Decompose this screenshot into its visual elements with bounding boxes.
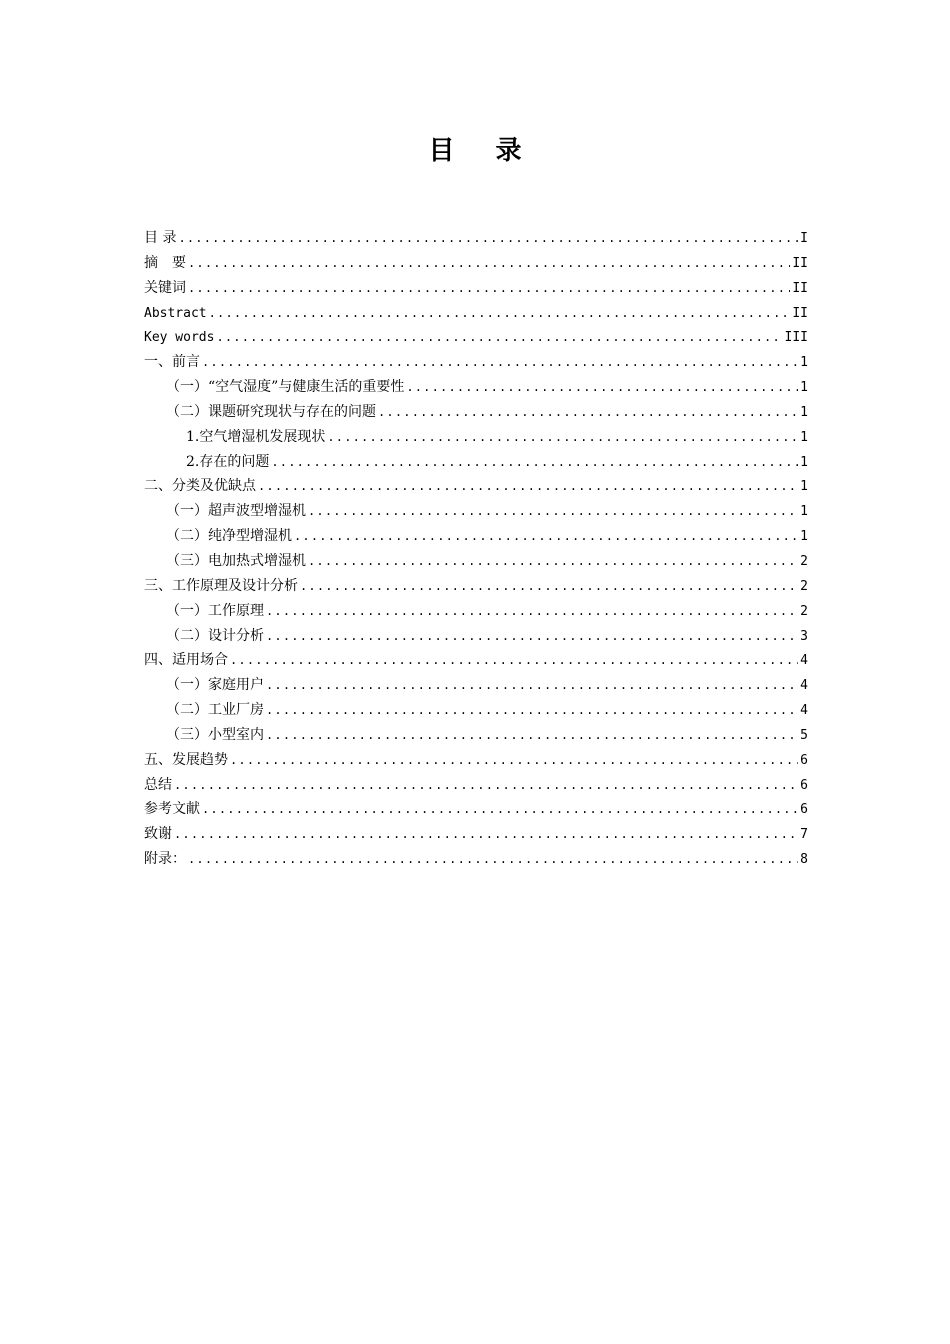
toc-page-number: III xyxy=(784,330,808,346)
toc-entry[interactable] xyxy=(144,276,808,301)
toc-entry[interactable] xyxy=(144,847,808,872)
toc-leader-dots xyxy=(300,574,798,599)
toc-page-number: 6 xyxy=(800,802,808,818)
toc-page-number: 8 xyxy=(800,852,808,868)
toc-page-number: 6 xyxy=(800,752,808,768)
toc-page-number: 1 xyxy=(800,504,808,520)
toc-page-number: I xyxy=(800,231,808,246)
toc-page-number: 1 xyxy=(800,404,808,420)
toc-leader-dots xyxy=(230,748,798,773)
toc-page-number: 1 xyxy=(800,529,808,545)
toc-entry[interactable] xyxy=(144,325,808,350)
toc-leader-dots xyxy=(308,549,798,574)
toc-leader-dots xyxy=(266,624,798,649)
toc-entry-label: （二）工业厂房 xyxy=(166,702,264,719)
toc-entry-label: 四、适用场合 xyxy=(144,652,228,669)
toc-page-number: II xyxy=(792,280,808,296)
toc-leader-dots xyxy=(258,474,798,499)
toc-leader-dots xyxy=(202,350,798,375)
toc-leader-dots xyxy=(266,698,798,723)
toc-leader-dots xyxy=(202,797,798,822)
toc-entry-label: 目 录 xyxy=(144,230,177,246)
toc-leader-dots xyxy=(216,325,782,350)
toc-entry[interactable] xyxy=(144,673,808,698)
toc-page-number: 7 xyxy=(800,827,808,843)
toc-entry[interactable] xyxy=(144,251,808,276)
toc-entry[interactable] xyxy=(144,226,808,251)
toc-page-number: 2 xyxy=(800,603,808,619)
toc-entry-label: 五、发展趋势 xyxy=(144,751,228,768)
toc-entry[interactable] xyxy=(144,301,808,326)
toc-entry-label: 总结 xyxy=(144,776,172,793)
toc-page-number: 1 xyxy=(800,355,808,371)
toc-page-number: 2 xyxy=(800,553,808,569)
toc-entry[interactable] xyxy=(144,624,808,649)
toc-entry[interactable] xyxy=(144,499,808,524)
toc-entry-label: （一）“空气湿度”与健康生活的重要性 xyxy=(166,379,405,396)
toc-leader-dots xyxy=(378,400,798,425)
toc-entry-label: （一）超声波型增湿机 xyxy=(166,503,306,520)
toc-entry-label: （二）设计分析 xyxy=(166,627,264,644)
toc-entry-label: 2.存在的问题 xyxy=(186,453,270,470)
toc-entry-label: 附录： xyxy=(144,851,186,868)
toc-entry[interactable] xyxy=(144,698,808,723)
toc-entry-label: 关键词 xyxy=(144,279,186,296)
toc-entry-label: Key words xyxy=(144,330,215,346)
table-of-contents xyxy=(144,226,808,872)
toc-leader-dots xyxy=(174,822,798,847)
toc-page-number: 1 xyxy=(800,479,808,495)
toc-leader-dots xyxy=(188,847,798,872)
page-title: 目 录 xyxy=(428,136,538,166)
toc-entry-label: 致谢 xyxy=(144,826,172,843)
toc-leader-dots xyxy=(174,773,798,798)
toc-entry-label: （三）小型室内 xyxy=(166,726,264,743)
toc-page-number: 4 xyxy=(800,653,808,669)
toc-entry[interactable] xyxy=(144,797,808,822)
toc-entry[interactable] xyxy=(144,574,808,599)
toc-entry[interactable] xyxy=(144,648,808,673)
toc-page-number: II xyxy=(792,255,808,271)
toc-entry-label: 1.空气增湿机发展现状 xyxy=(186,428,326,445)
toc-leader-dots xyxy=(266,673,798,698)
toc-entry-label: 摘 要 xyxy=(144,254,186,271)
toc-entry-label: （二）课题研究现状与存在的问题 xyxy=(166,403,376,420)
toc-page-number: 5 xyxy=(800,727,808,743)
toc-page-number: 1 xyxy=(800,380,808,396)
toc-page-number: 4 xyxy=(800,703,808,719)
toc-entry[interactable] xyxy=(144,524,808,549)
toc-leader-dots xyxy=(294,524,798,549)
toc-entry-label: （一）家庭用户 xyxy=(166,677,264,694)
toc-entry[interactable] xyxy=(144,549,808,574)
toc-entry[interactable] xyxy=(144,375,808,400)
toc-entry[interactable] xyxy=(144,400,808,425)
toc-page-number: II xyxy=(792,305,808,321)
toc-entry-label: （一）工作原理 xyxy=(166,602,264,619)
toc-leader-dots xyxy=(230,648,798,673)
toc-leader-dots xyxy=(271,450,798,475)
toc-entry-label: （二）纯净型增湿机 xyxy=(166,528,292,545)
toc-entry[interactable] xyxy=(144,773,808,798)
toc-entry[interactable] xyxy=(144,723,808,748)
toc-page-number: 6 xyxy=(800,777,808,793)
toc-entry[interactable] xyxy=(144,425,808,450)
toc-leader-dots xyxy=(209,301,791,326)
toc-entry-label: （三）电加热式增湿机 xyxy=(166,552,306,569)
toc-entry[interactable] xyxy=(144,599,808,624)
toc-page-number: 3 xyxy=(800,628,808,644)
toc-entry[interactable] xyxy=(144,748,808,773)
toc-entry-label: 一、前言 xyxy=(144,354,200,371)
toc-entry[interactable] xyxy=(144,450,808,475)
toc-page-number: 1 xyxy=(800,429,808,445)
toc-page-number: 1 xyxy=(800,454,808,470)
toc-entry-label: 参考文献 xyxy=(144,801,200,818)
toc-entry-label: 三、工作原理及设计分析 xyxy=(144,577,298,594)
toc-leader-dots xyxy=(406,375,798,400)
toc-entry[interactable] xyxy=(144,822,808,847)
toc-leader-dots xyxy=(188,251,790,276)
toc-leader-dots xyxy=(266,723,798,748)
toc-leader-dots xyxy=(266,599,798,624)
toc-leader-dots xyxy=(327,425,798,450)
toc-entry-label: Abstract xyxy=(144,305,207,321)
toc-leader-dots xyxy=(188,276,790,301)
toc-leader-dots xyxy=(308,499,798,524)
toc-page-number: 2 xyxy=(800,578,808,594)
toc-leader-dots xyxy=(178,226,798,251)
toc-page-number: 4 xyxy=(800,678,808,694)
toc-entry[interactable] xyxy=(144,474,808,499)
toc-entry-label: 二、分类及优缺点 xyxy=(144,478,256,495)
toc-entry[interactable] xyxy=(144,350,808,375)
